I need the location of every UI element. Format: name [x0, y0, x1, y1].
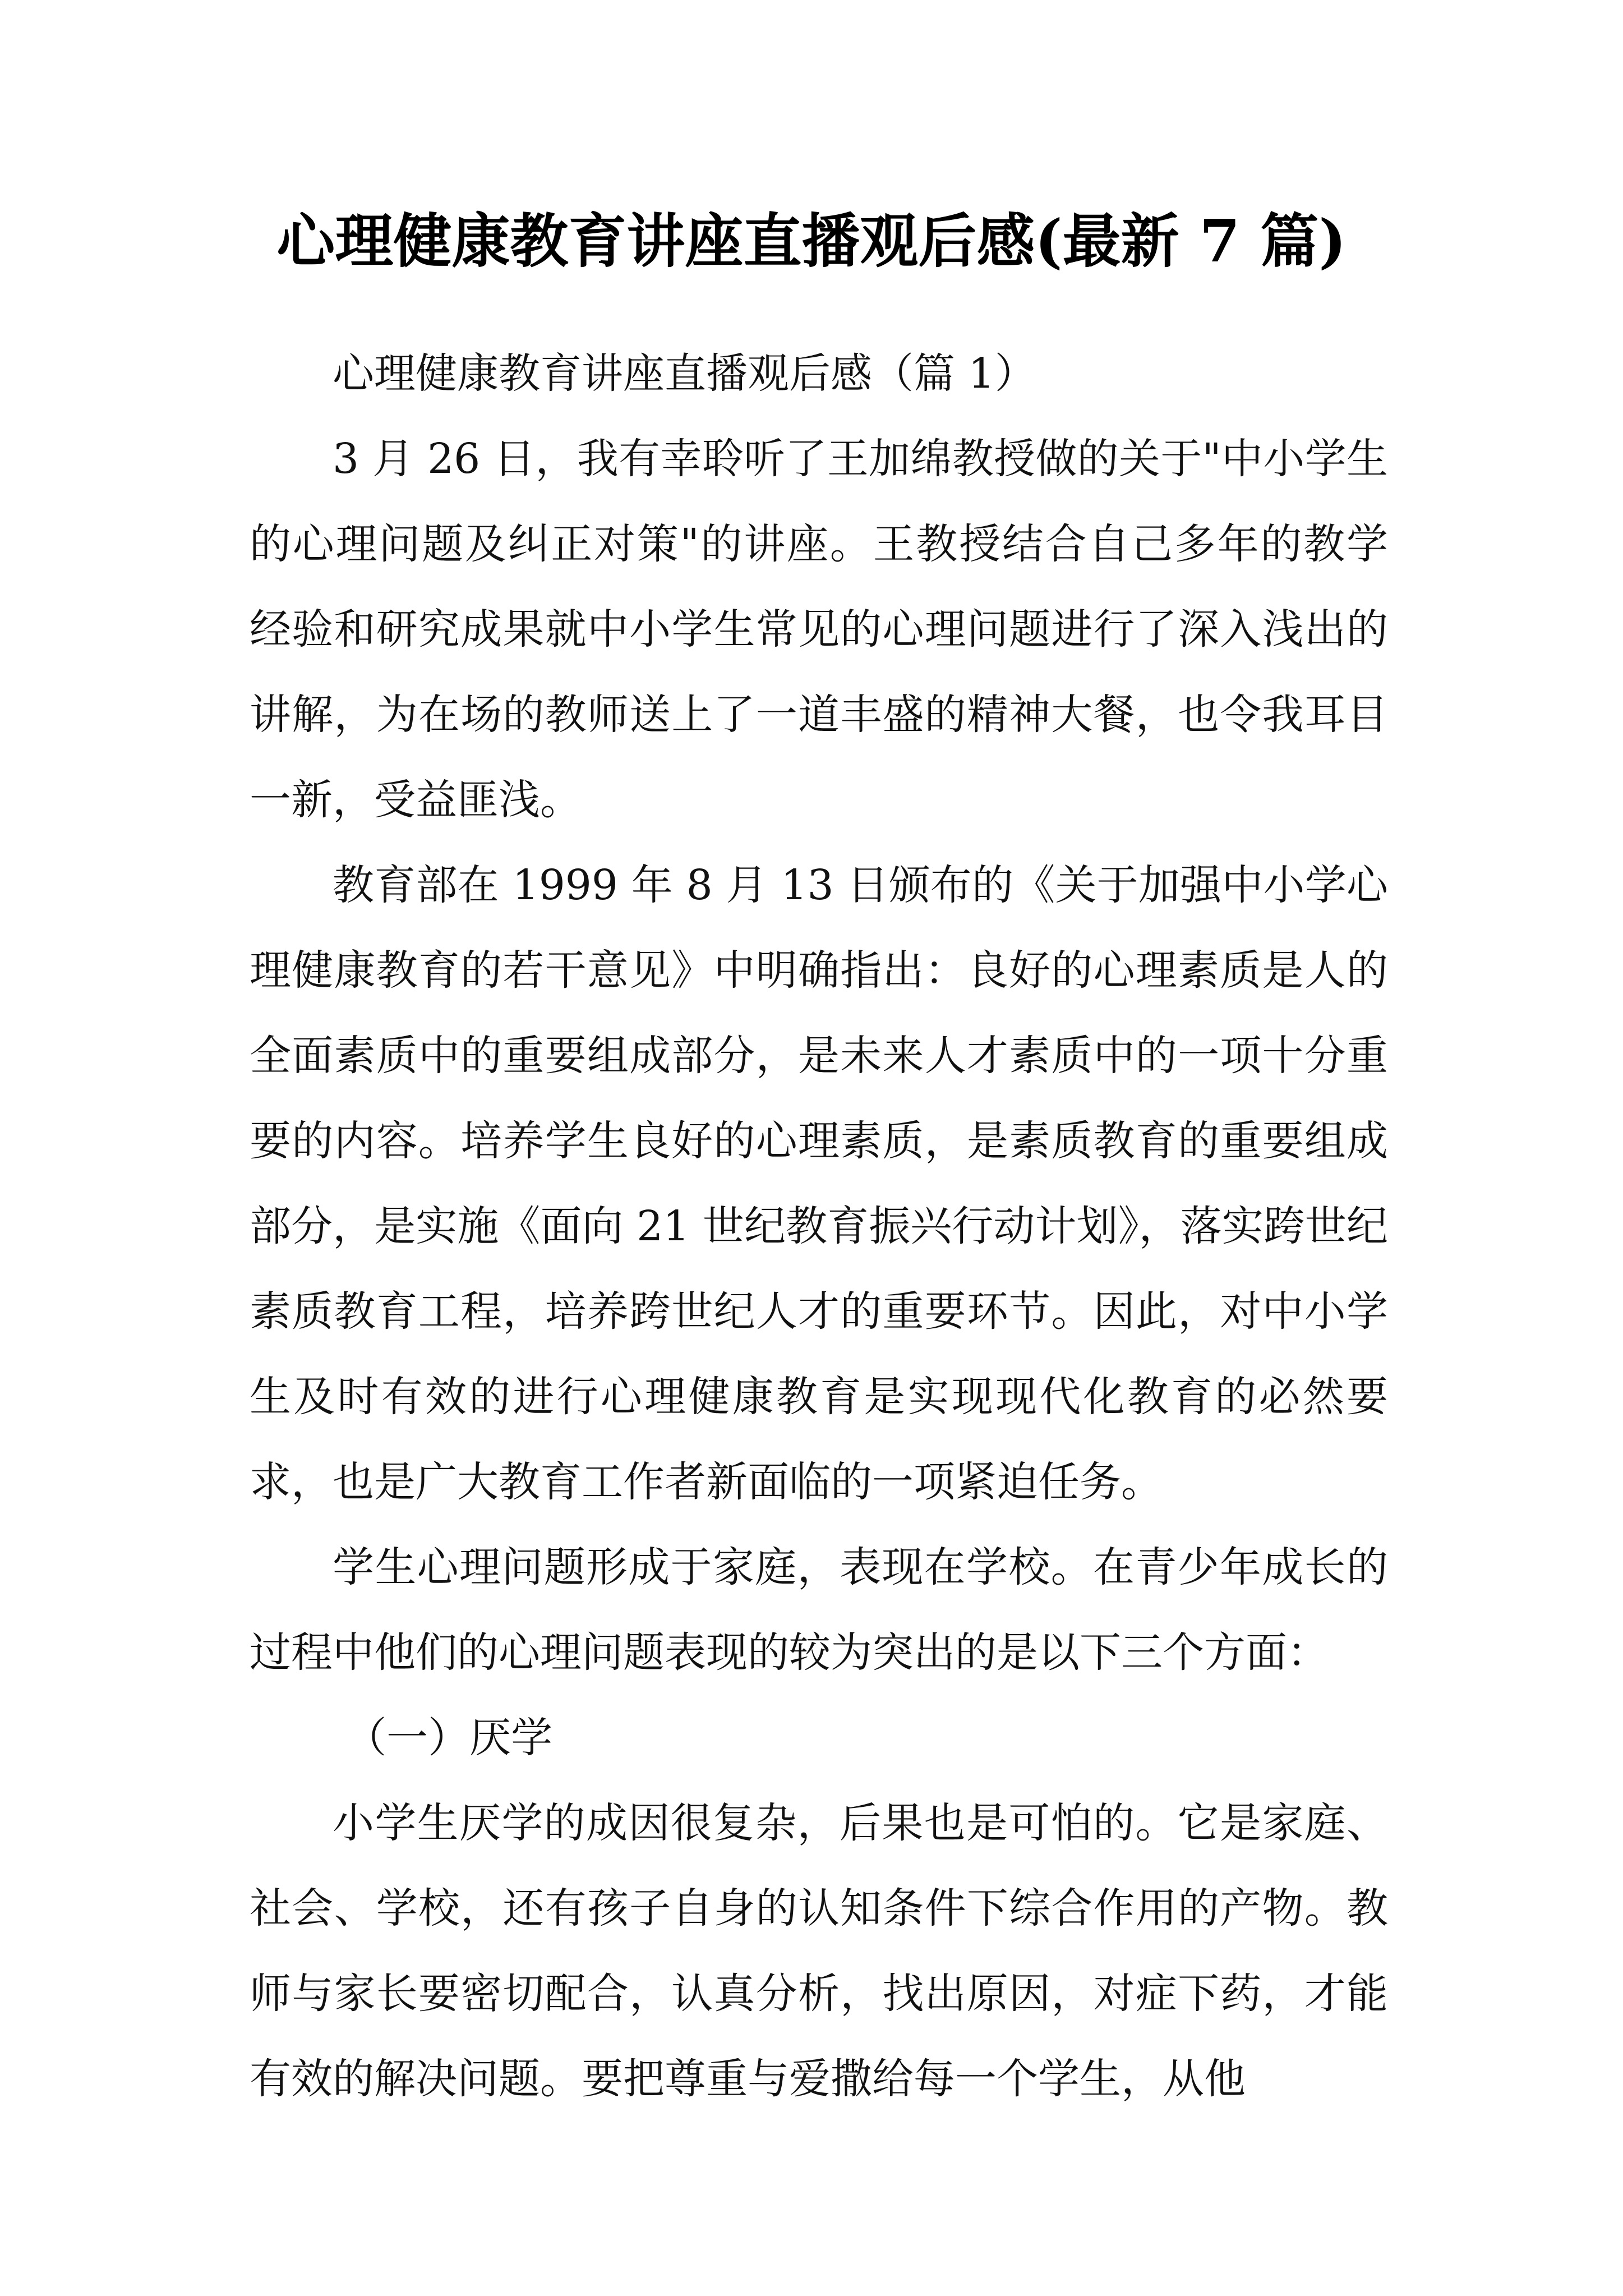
section-heading: 心理健康教育讲座直播观后感（篇 1） — [333, 349, 1036, 398]
document-body — [250, 331, 1388, 2122]
paragraph: 学生心理问题形成于家庭，表现在学校。在青少年成长的过程中他们的心理问题表现的较为突出的是以下三个方面： — [250, 1543, 1388, 1677]
document-title: 心理健康教育讲座直播观后感(最新 7 篇) — [276, 206, 1347, 275]
paragraph: 3 月 26 日，我有幸聆听了王加绵教授做的关于"中小学生的心理问题及纠正对策"的讲座。王教授结合自己多年的教学经验和研究成果就中小学生常见的心理问题进行了深入浅出的讲解，为在场的教师送上了一道丰盛的精神大餐，也令我耳目一新，受益匪浅。 — [250, 435, 1388, 824]
paragraph: 教育部在 1999 年 8 月 13 日颁布的《关于加强中小学心理健康教育的若干意见》中明确指出：良好的心理素质是人的全面素质中的重要组成部分，是未来人才素质中的一项十分重要的内容。培养学生良好的心理素质，是素质教育的重要组成部分，是实施《面向 21 世纪教育振兴行动计划》，落实跨世纪素质教育工程，培养跨世纪人才的重要环节。因此，对中小学生及时有效的进行心理健康教育是实现现代化教育的必然要求，也是广大教育工作者新面临的一项紧迫任务。 — [250, 861, 1388, 1506]
subheading: （一）厌学 — [345, 1714, 553, 1762]
paragraph: 小学生厌学的成因很复杂，后果也是可怕的。它是家庭、社会、学校，还有孩子自身的认知条件下综合作用的产物。教师与家长要密切配合，认真分析，找出原因，对症下药，才能有效的解决问题。要把尊重与爱撒给每一个学生，从他 — [250, 1799, 1388, 2103]
